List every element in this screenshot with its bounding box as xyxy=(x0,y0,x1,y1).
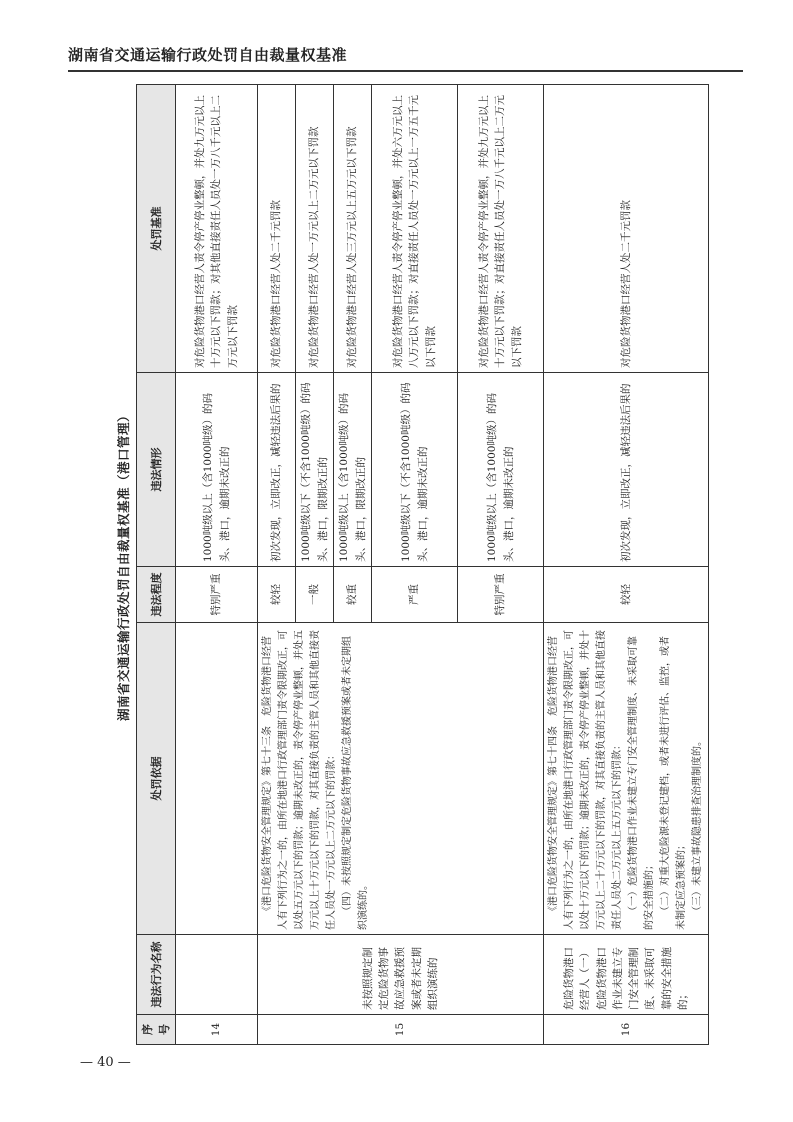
row-situation: 1000吨级以上（含1000吨级）的码头、港口，限期改正的 xyxy=(334,373,372,567)
running-header: 湖南省交通运输行政处罚自由裁量权基准 xyxy=(68,46,348,64)
row-degree: 一般 xyxy=(296,567,334,623)
row-standard: 对危险货物港口经营人处二千元罚款 xyxy=(258,85,296,373)
page-number: — 40 — xyxy=(80,1055,131,1070)
table-header-row xyxy=(137,85,176,1045)
rotated-table-page xyxy=(112,85,742,1045)
col-header-situation: 违法情形 xyxy=(137,373,176,567)
header-rule xyxy=(68,70,743,72)
basis-paragraph: （二）对重大危险源未登记建档，或者未进行评估、监控，或者未制定应急预案的； xyxy=(660,636,688,930)
row-basis xyxy=(544,623,709,935)
row-situation: 1000吨级以下（不含1000吨级）的码头、港口，限期改正的 xyxy=(296,373,334,567)
col-header-degree: 违法程度 xyxy=(137,567,176,623)
col-header-name: 违法行为名称 xyxy=(137,935,176,1015)
basis-paragraph: 《港口危险货物安全管理规定》第七十四条 危险货物港口经营人有下列行为之一的，由所在地港口行政管理部门责令限期改正，可以处十万元以下的罚款；逾期未改正的，责令停产停业整顿，并处十万元以上二十万元以下的罚款，对其直接负责的主管人员和其他直接责任人员处二万元以上五万元以下的罚款： xyxy=(548,630,624,930)
row-standard: 对危险货物港口经营人处一万元以上二万元以下罚款 xyxy=(296,85,334,373)
basis-paragraph: （三）未建立事故隐患排查治理制度的。 xyxy=(692,736,704,916)
row-basis xyxy=(258,623,544,935)
table-row xyxy=(176,85,258,1045)
row-situation: 1000吨级以下（不含1000吨级）的码头、港口，逾期未改正的 xyxy=(372,373,458,567)
row-name-empty xyxy=(176,935,258,1015)
row-name: 未按照规定制定危险货物事故应急救援预案或者未定期组织演练的 xyxy=(258,935,544,1015)
row-situation: 1000吨级以上（含1000吨级）的码头、港口，逾期未改正的 xyxy=(176,373,258,567)
row-situation: 初次发现，立即改正，减轻违法后果的 xyxy=(258,373,296,567)
row-seq: 14 xyxy=(176,1015,258,1045)
row-degree: 较重 xyxy=(334,567,372,623)
basis-paragraph: （一）危险货物港口作业未建立专门安全管理制度、未采取可靠的安全措施的； xyxy=(628,636,656,930)
basis-paragraph: （四）未按照规定制定危险货物事故应急救援预案或者未定期组织演练的。 xyxy=(342,636,370,930)
table-row xyxy=(544,85,709,1045)
col-header-basis: 处罚依据 xyxy=(137,623,176,935)
row-standard: 对危险货物港口经营人责令停产停业整顿，并处九万元以上十万元以下罚款；对其他直接责任人员处一万八千元以上二万元以下罚款 xyxy=(176,85,258,373)
row-degree: 特别严重 xyxy=(458,567,544,623)
row-standard: 对危险货物港口经营人责令停产停业整顿，并处九万元以上十万元以下罚款；对直接责任人员处一万八千元以上二万元以下罚款 xyxy=(458,85,544,373)
row-degree: 特别严重 xyxy=(176,567,258,623)
row-standard: 对危险货物港口经营人处三万元以上五万元以下罚款 xyxy=(334,85,372,373)
row-degree: 较轻 xyxy=(258,567,296,623)
row-basis-empty xyxy=(176,623,258,935)
penalty-table xyxy=(136,84,709,1045)
row-seq: 16 xyxy=(544,1015,709,1045)
col-header-standard: 处罚基准 xyxy=(137,85,176,373)
basis-paragraph: 《港口危险货物安全管理规定》第七十三条 危险货物港口经营人有下列行为之一的，由所在地港口行政管理部门责令限期改正，可以处五万元以下的罚款；逾期未改正的，责令停产停业整顿，并处五万元以上十万元以下的罚款，对其直接负责的主管人员和其他直接责任人员处一万元以上二万元以下的罚款： xyxy=(262,630,338,930)
row-standard: 对危险货物港口经营人处二千元罚款 xyxy=(544,85,709,373)
row-degree: 严重 xyxy=(372,567,458,623)
row-seq: 15 xyxy=(258,1015,544,1045)
row-situation: 1000吨级以上（含1000吨级）的码头、港口，逾期未改正的 xyxy=(458,373,544,567)
col-header-seq: 序号 xyxy=(137,1015,176,1045)
row-name: 危险货物港口经营人（一）危险货物港口作业未建立专门安全管理制度、未采取可靠的安全措施的； xyxy=(544,935,709,1015)
row-degree: 较轻 xyxy=(544,567,709,623)
table-row xyxy=(258,85,296,1045)
row-situation: 初次发现，立即改正，减轻违法后果的 xyxy=(544,373,709,567)
row-standard: 对危险货物港口经营人责令停产停业整顿，并处六万元以上八万元以下罚款；对直接责任人员处一万元以上一万五千元以下罚款 xyxy=(372,85,458,373)
table-caption: 湖南省交通运输行政处罚自由裁量权基准（港口管理） xyxy=(116,409,131,722)
